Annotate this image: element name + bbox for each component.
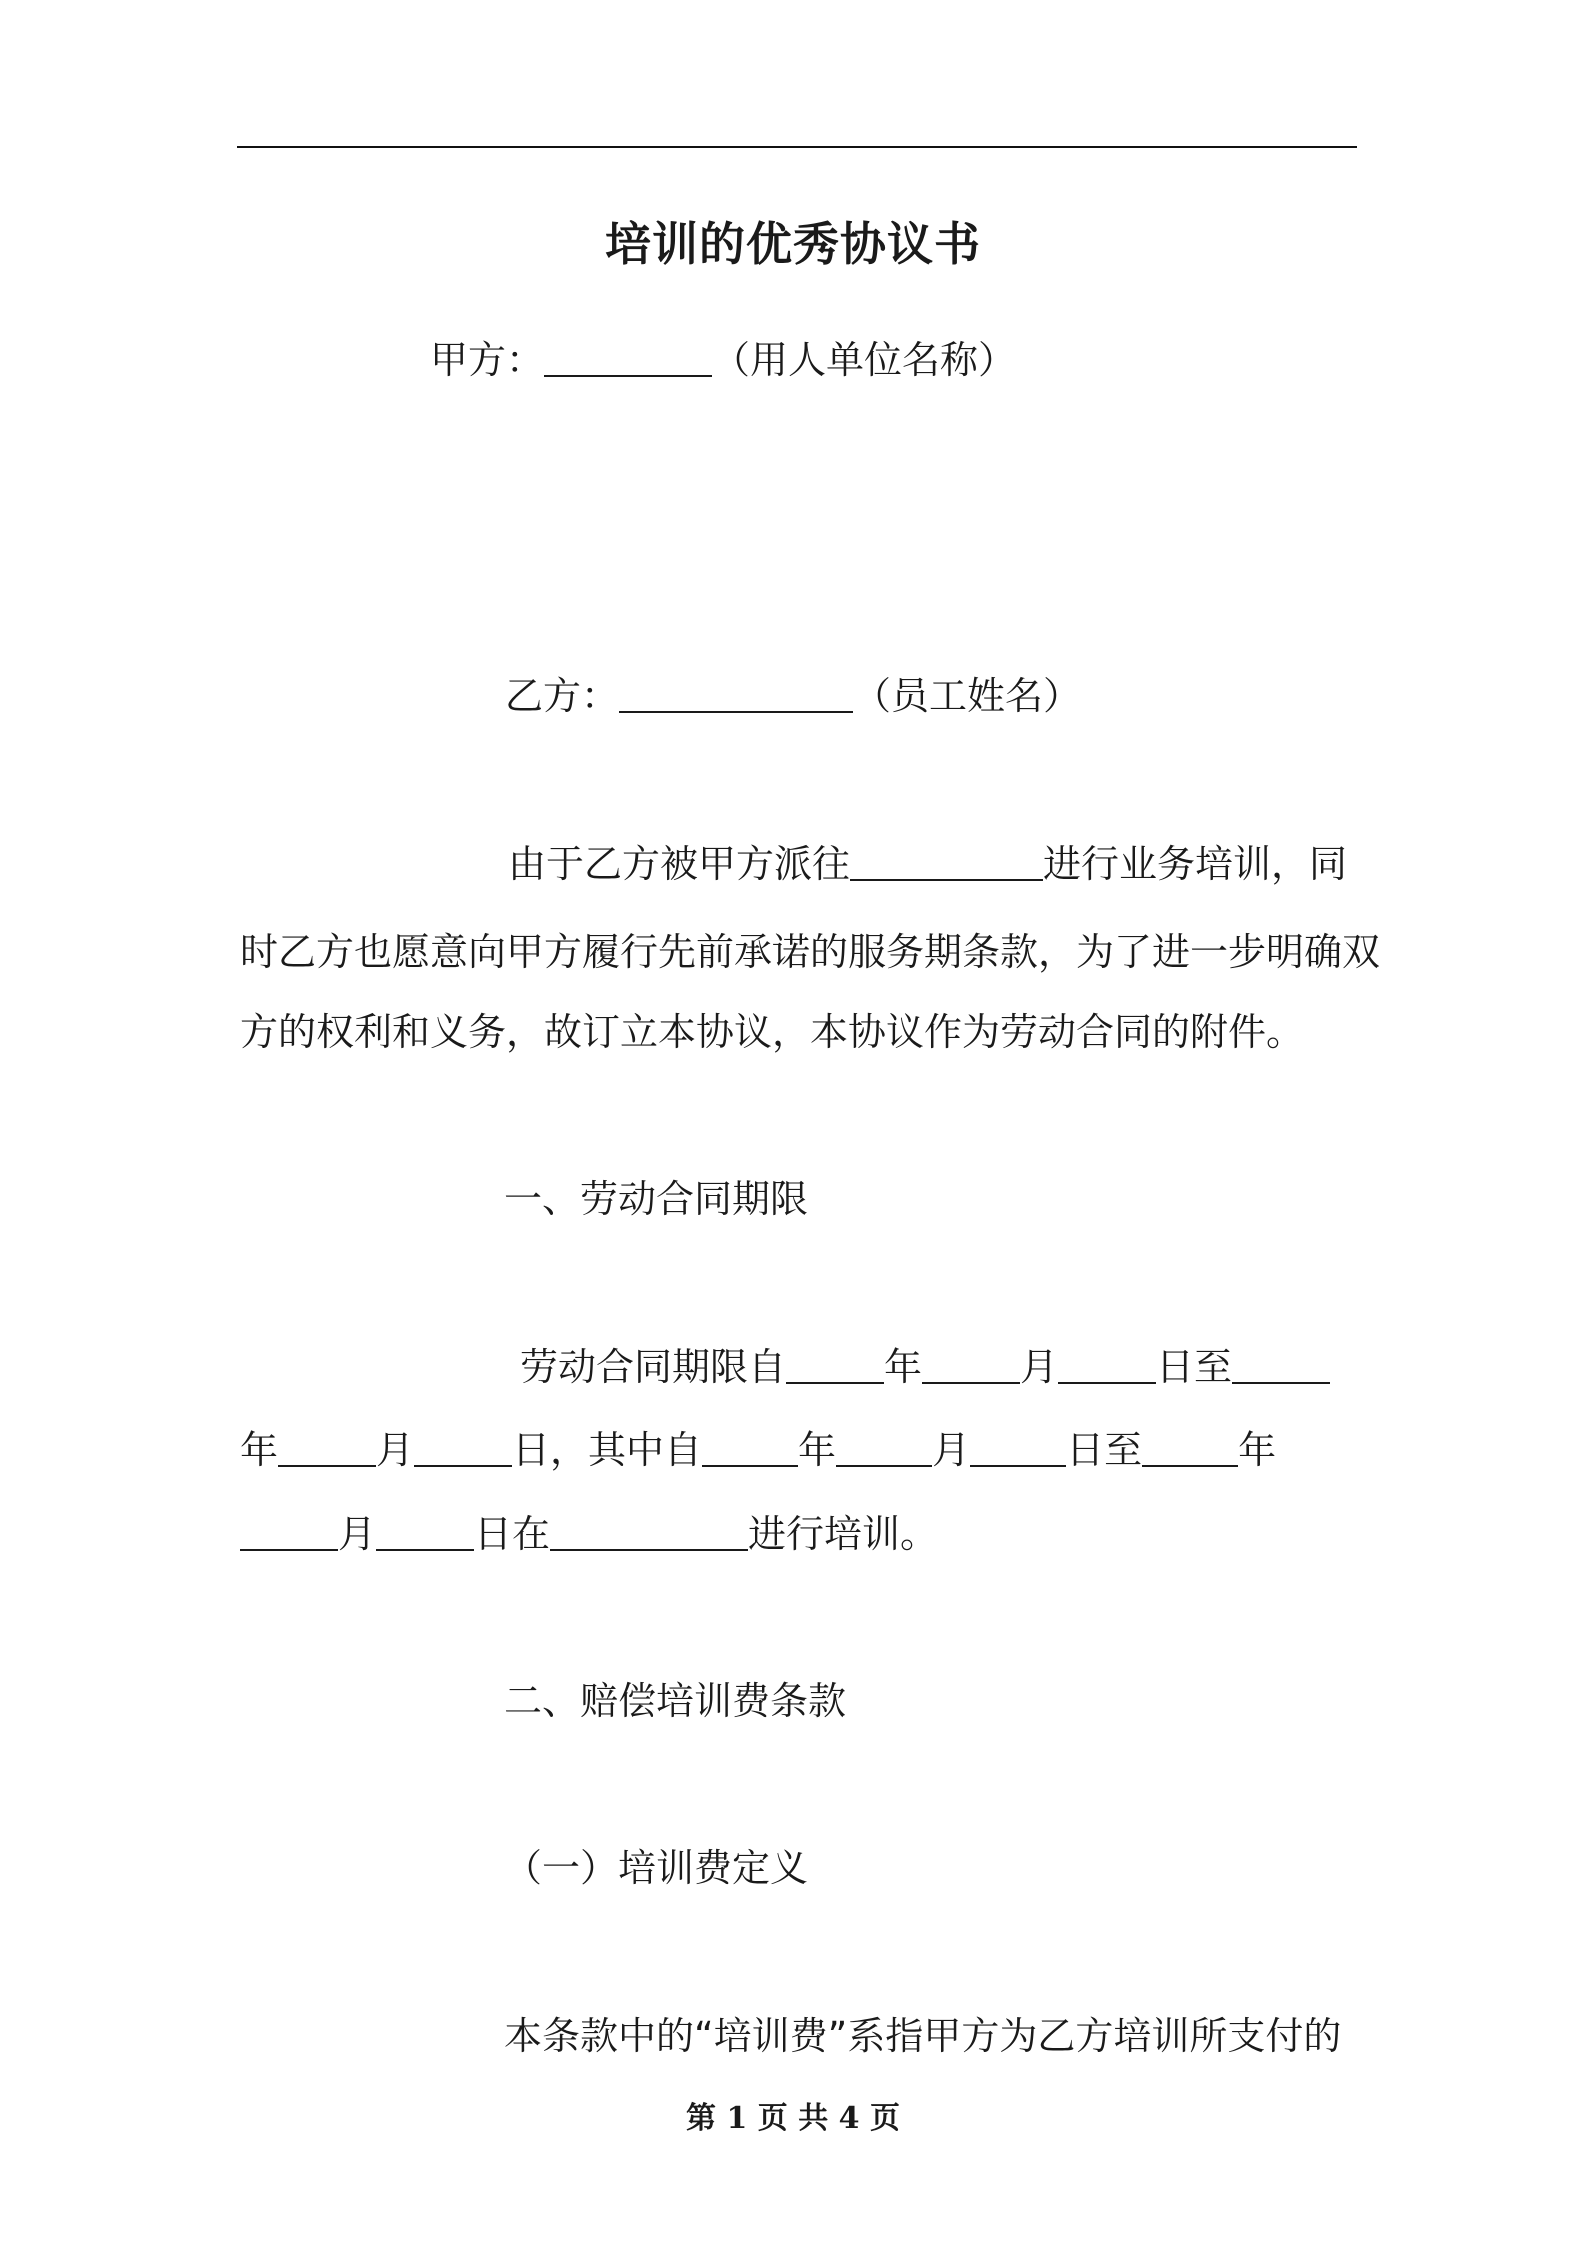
term-end-text: 进行培训。 xyxy=(748,1512,939,1556)
train-start-year-blank[interactable] xyxy=(702,1425,798,1467)
end-month-blank[interactable] xyxy=(278,1425,376,1467)
train-end-month-blank[interactable] xyxy=(240,1509,338,1551)
party-b-line xyxy=(505,670,1081,722)
year-label: 年 xyxy=(798,1428,837,1472)
month-label: 月 xyxy=(1020,1345,1059,1389)
section-2-heading: 二、赔偿培训费条款 xyxy=(504,1679,847,1723)
section-2-sub-1: （一）培训费定义 xyxy=(504,1846,809,1890)
section-1-heading: 一、劳动合同期限 xyxy=(504,1177,809,1221)
end-day-blank[interactable] xyxy=(414,1425,512,1467)
year-label: 年 xyxy=(240,1428,279,1472)
start-day-blank[interactable] xyxy=(1058,1342,1156,1384)
year-label: 年 xyxy=(884,1345,923,1389)
document-title: 培训的优秀协议书 xyxy=(605,217,981,271)
party-a-blank[interactable] xyxy=(544,335,712,377)
day-to-label: 日至 xyxy=(1156,1345,1233,1389)
day-comma-label: 日，其中自 xyxy=(512,1428,703,1472)
month-label: 月 xyxy=(376,1428,415,1472)
train-end-year-blank[interactable] xyxy=(1142,1425,1238,1467)
intro-text-b: 进行业务培训，同 xyxy=(1043,842,1348,886)
start-month-blank[interactable] xyxy=(922,1342,1020,1384)
month-label: 月 xyxy=(932,1428,971,1472)
end-year-blank[interactable] xyxy=(1232,1342,1330,1384)
header-rule xyxy=(237,146,1357,148)
month-label: 月 xyxy=(338,1512,377,1556)
train-start-day-blank[interactable] xyxy=(970,1425,1066,1467)
party-a-label: 甲方： xyxy=(430,338,545,382)
intro-line-2: 时乙方也愿意向甲方履行先前承诺的服务期条款，为了进一步明确双 xyxy=(240,930,1381,974)
intro-line-3: 方的权利和义务，故订立本协议，本协议作为劳动合同的附件。 xyxy=(240,1010,1305,1054)
party-b-note: （员工姓名） xyxy=(853,674,1082,718)
intro-text-a: 由于乙方被甲方派往 xyxy=(508,842,851,886)
term-intro: 劳动合同期限自 xyxy=(520,1345,787,1389)
day-to-label: 日至 xyxy=(1066,1428,1143,1472)
term-line-3 xyxy=(240,1508,938,1560)
section-2-paragraph-1: 本条款中的“培训费”系指甲方为乙方培训所支付的 xyxy=(504,2014,1342,2058)
training-place-blank[interactable] xyxy=(850,839,1043,881)
party-a-note: （用人单位名称） xyxy=(712,338,1017,382)
party-b-blank[interactable] xyxy=(619,671,853,713)
intro-line-1 xyxy=(508,838,1347,890)
year-label: 年 xyxy=(1238,1428,1277,1472)
term-line-2 xyxy=(240,1424,1276,1476)
train-location-blank[interactable] xyxy=(550,1509,748,1551)
term-line-1 xyxy=(520,1341,1330,1393)
party-a-line xyxy=(430,334,1016,386)
day-at-label: 日在 xyxy=(474,1512,551,1556)
party-b-label: 乙方： xyxy=(505,674,620,718)
start-year-blank[interactable] xyxy=(786,1342,884,1384)
page-number-footer: 第 1 页 共 4 页 xyxy=(686,2101,900,2136)
train-start-month-blank[interactable] xyxy=(836,1425,932,1467)
train-end-day-blank[interactable] xyxy=(376,1509,474,1551)
